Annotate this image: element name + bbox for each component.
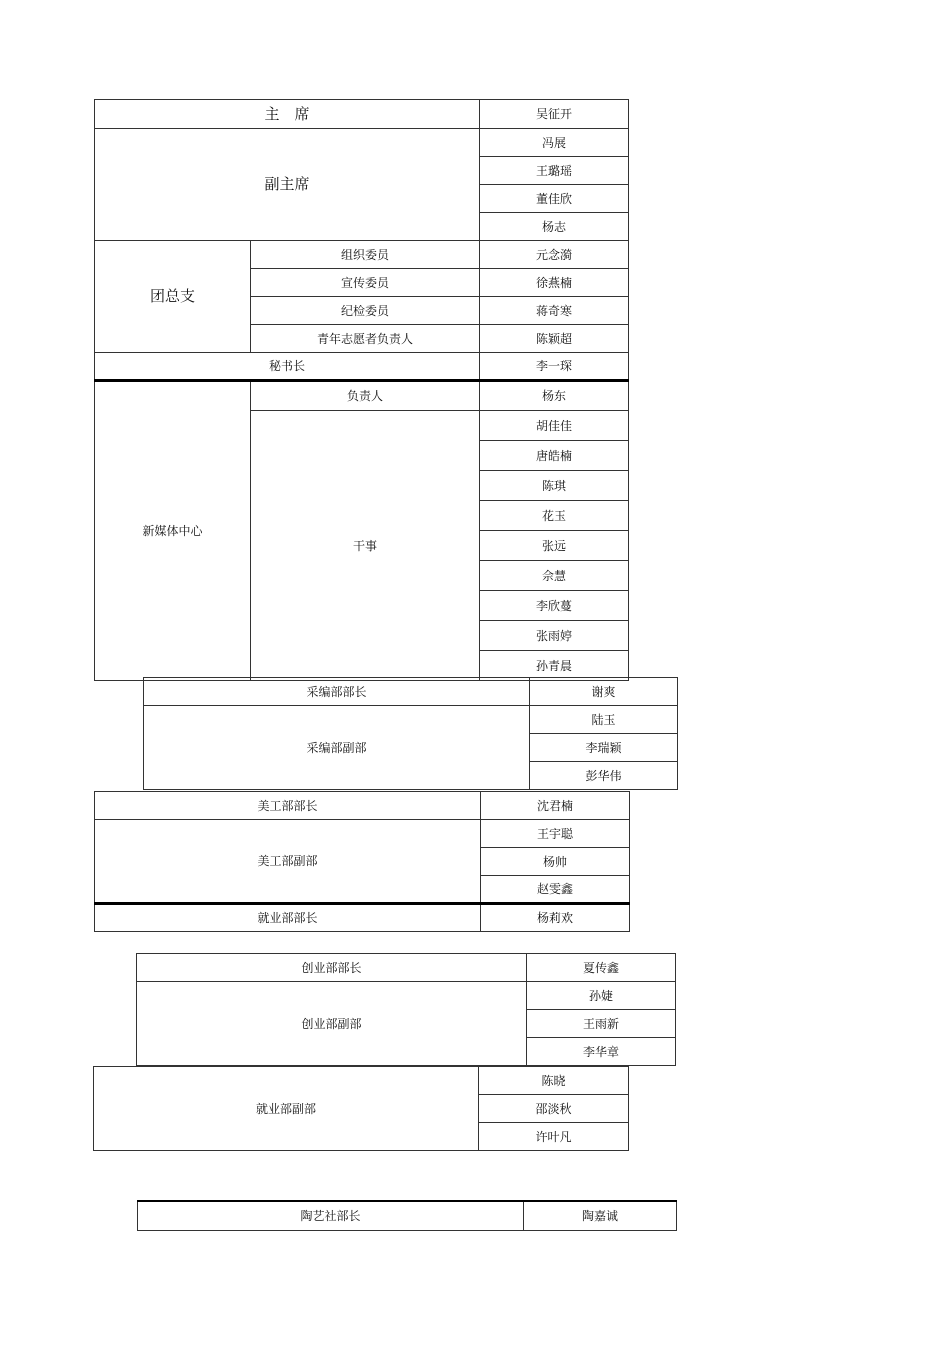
secretary-general-label: 秘书长 <box>95 353 480 381</box>
jobs-head-name: 杨莉欢 <box>481 904 630 932</box>
new-media-staff-name: 张雨婷 <box>480 621 629 651</box>
league-name: 徐燕楠 <box>480 269 629 297</box>
new-media-head-name: 杨东 <box>480 381 629 411</box>
new-media-staff-name: 张远 <box>480 531 629 561</box>
startup-deputy-label: 创业部副部 <box>137 982 527 1066</box>
art-head-name: 沈君楠 <box>481 792 630 820</box>
new-media-staff-name: 佘慧 <box>480 561 629 591</box>
startup-deputy-name: 孙婕 <box>527 982 676 1010</box>
chairman-name: 吴征开 <box>480 100 629 129</box>
startup-head-label: 创业部部长 <box>137 954 527 982</box>
league-name: 元念漪 <box>480 241 629 269</box>
art-deputy-label: 美工部副部 <box>95 820 481 904</box>
league-role: 青年志愿者负责人 <box>251 325 480 353</box>
new-media-staff-name: 李欣蔓 <box>480 591 629 621</box>
art-dept-table <box>94 791 630 932</box>
vice-chairman-label: 副主席 <box>95 129 480 241</box>
art-head-label: 美工部部长 <box>95 792 481 820</box>
editorial-deputy-label: 采编部副部 <box>144 706 530 790</box>
art-deputy-name: 杨帅 <box>481 848 630 876</box>
editorial-head-name: 谢爽 <box>530 678 678 706</box>
editorial-head-label: 采编部部长 <box>144 678 530 706</box>
startup-dept-table <box>136 953 676 1066</box>
vice-chairman-name: 杨志 <box>480 213 629 241</box>
league-branch-label: 团总支 <box>95 241 251 353</box>
new-media-staff-name: 花玉 <box>480 501 629 531</box>
pottery-club-table <box>137 1200 677 1231</box>
secretary-general-name: 李一琛 <box>480 353 629 381</box>
jobs-deputy-name: 邵淡秋 <box>479 1095 629 1123</box>
new-media-label: 新媒体中心 <box>95 381 251 681</box>
council-table <box>94 99 629 681</box>
vice-chairman-name: 王璐瑶 <box>480 157 629 185</box>
startup-deputy-name: 李华章 <box>527 1038 676 1066</box>
league-name: 陈颖超 <box>480 325 629 353</box>
startup-deputy-name: 王雨新 <box>527 1010 676 1038</box>
startup-head-name: 夏传鑫 <box>527 954 676 982</box>
vice-chairman-name: 冯展 <box>480 129 629 157</box>
new-media-head-role: 负责人 <box>251 381 480 411</box>
jobs-deputy-name: 许叶凡 <box>479 1123 629 1151</box>
jobs-deputy-name: 陈晓 <box>479 1067 629 1095</box>
pottery-head-name: 陶嘉诚 <box>524 1201 677 1230</box>
league-name: 蒋奇寒 <box>480 297 629 325</box>
league-role: 宣传委员 <box>251 269 480 297</box>
jobs-head-label: 就业部部长 <box>95 904 481 932</box>
vice-chairman-name: 董佳欣 <box>480 185 629 213</box>
chairman-label: 主 席 <box>95 100 480 129</box>
editorial-deputy-name: 李瑞颖 <box>530 734 678 762</box>
new-media-staff-name: 胡佳佳 <box>480 411 629 441</box>
league-role: 组织委员 <box>251 241 480 269</box>
new-media-staff-name: 孙青晨 <box>480 651 629 681</box>
new-media-staff-role: 干事 <box>251 411 480 681</box>
editorial-deputy-name: 陆玉 <box>530 706 678 734</box>
art-deputy-name: 赵雯鑫 <box>481 876 630 904</box>
art-deputy-name: 王宇聪 <box>481 820 630 848</box>
pottery-head-label: 陶艺社部长 <box>138 1201 524 1230</box>
editorial-deputy-name: 彭华伟 <box>530 762 678 790</box>
new-media-staff-name: 陈琪 <box>480 471 629 501</box>
jobs-deputy-label: 就业部副部 <box>94 1067 479 1151</box>
jobs-deputy-table <box>93 1066 629 1151</box>
editorial-dept-table <box>143 677 678 790</box>
new-media-staff-name: 唐皓楠 <box>480 441 629 471</box>
league-role: 纪检委员 <box>251 297 480 325</box>
